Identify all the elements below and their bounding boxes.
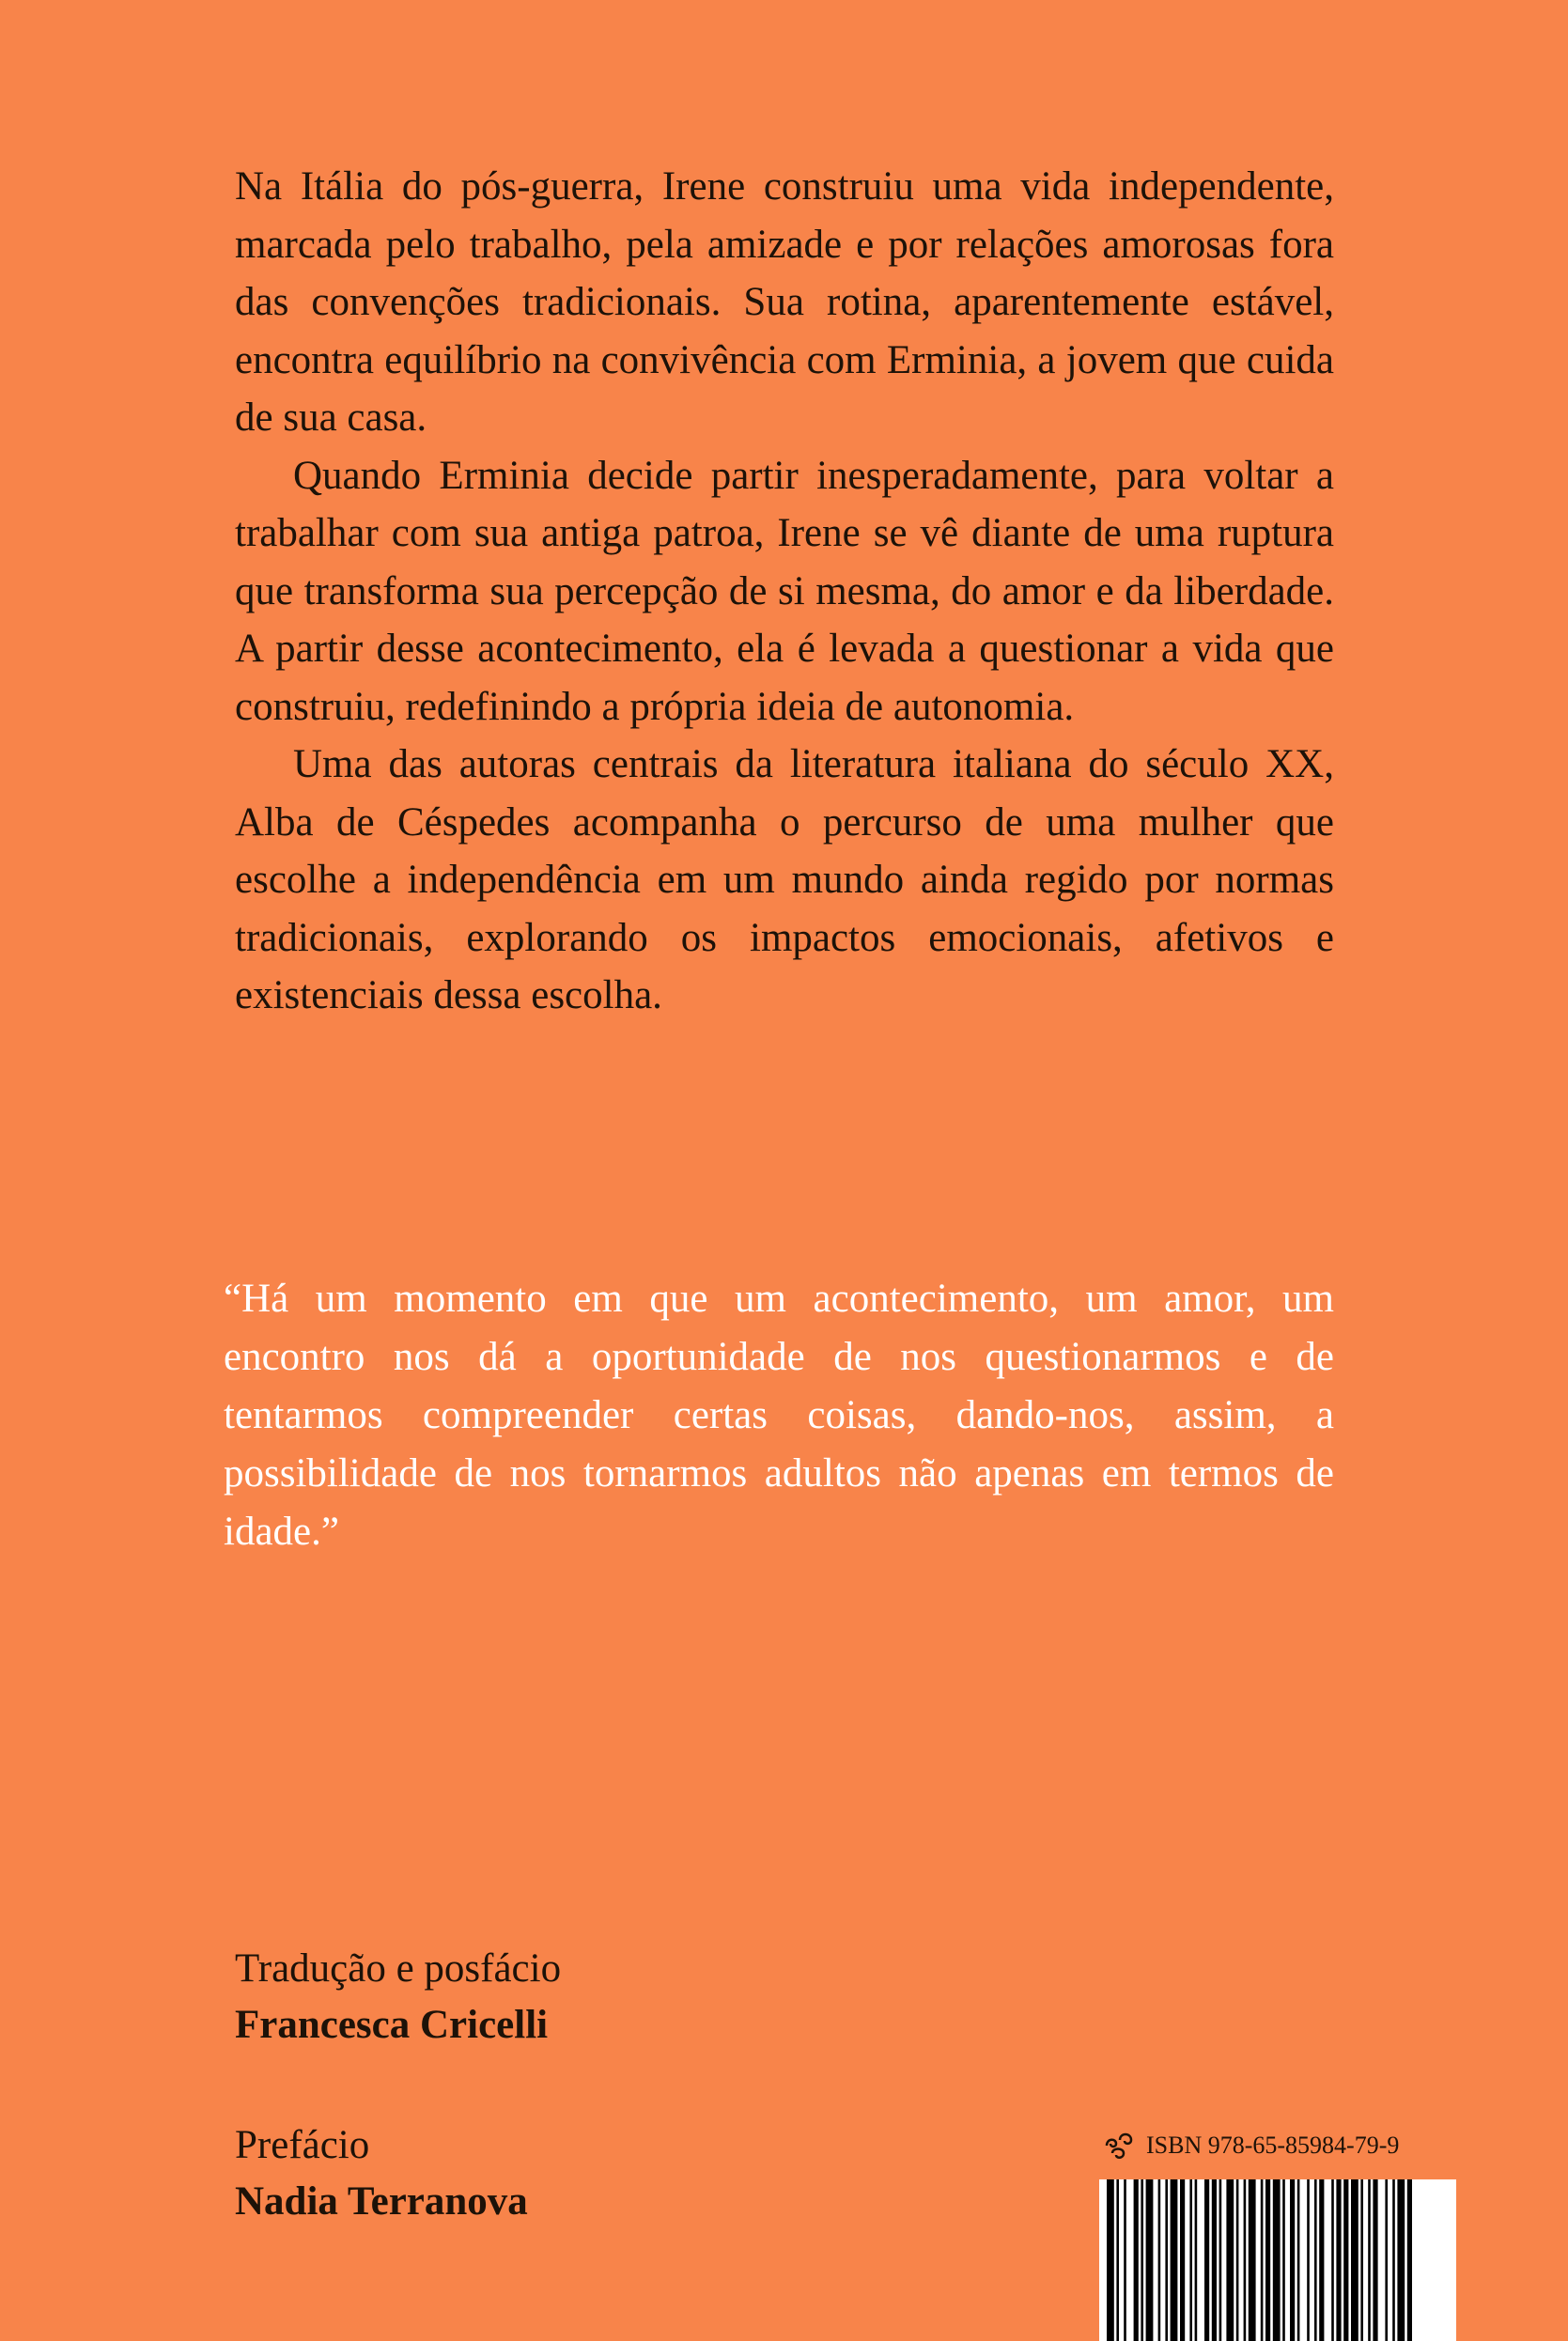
barcode-bar [1368, 2179, 1371, 2341]
isbn-barcode [1099, 2179, 1456, 2341]
barcode-bar [1236, 2179, 1239, 2341]
translation-role: Tradução e posfácio [235, 1946, 562, 1991]
blurb-paragraph-1: Na Itália do pós-guerra, Irene construiu uma vida independente, marcada pelo trabalho, pela amizade e por relações amorosas fora das convenções tradicionais. Sua rotina, aparentemente estável, encontra equilíbrio na convivência com Erminia, a jovem que cuida de sua casa. [235, 164, 1334, 440]
barcode-bar [1373, 2179, 1377, 2341]
barcode-bar [1385, 2179, 1388, 2341]
barcode-bar [1392, 2179, 1395, 2341]
barcode-bar [1141, 2179, 1143, 2341]
blurb-paragraph-2: Quando Erminia decide partir inesperadamente, para voltar a trabalhar com sua antiga patroa, Irene se vê diante de uma ruptura que transforma sua percepção de si mesma, do amor e da liberdade. A partir desse acontecimento, ela é levada a questionar a vida que construiu, redefinindo a própria ideia de autonomia. [235, 453, 1334, 729]
barcode-bar [1265, 2179, 1270, 2341]
blurb-paragraph-3: Uma das autoras centrais da literatura italiana do século XX, Alba de Céspedes acompanha o percurso de uma mulher que escolhe a independência em um mundo ainda regido por normas tradicionais, explorando os impactos emocionais, afetivos e existenciais dessa escolha. [235, 742, 1334, 1017]
barcode-bar [1307, 2179, 1310, 2341]
barcode-bar [1212, 2179, 1217, 2341]
barcode-bar [1244, 2179, 1247, 2341]
barcode-bar [1282, 2179, 1285, 2341]
preface-role: Prefácio [235, 2123, 370, 2167]
spiral-logo-icon [1099, 2127, 1137, 2164]
barcode-bar [1134, 2179, 1139, 2341]
barcode-bar [1331, 2179, 1334, 2341]
barcode-bar [1397, 2179, 1405, 2341]
barcode-bar [1146, 2179, 1154, 2341]
barcode-bar [1204, 2179, 1209, 2341]
barcode-bar [1180, 2179, 1185, 2341]
preface-author-name: Nadia Terranova [235, 2179, 528, 2224]
isbn-number: ISBN 978-65-85984-79-9 [1146, 2132, 1400, 2159]
translation-credit [235, 1941, 561, 2054]
barcode-bar [1407, 2179, 1412, 2341]
barcode-bar [1360, 2179, 1363, 2341]
barcode-bar [1314, 2179, 1317, 2341]
barcode-bar [1171, 2179, 1178, 2341]
barcode-bar [1336, 2179, 1341, 2341]
barcode-bar [1116, 2179, 1119, 2341]
barcode-bar [1195, 2179, 1198, 2341]
barcode-bar [1261, 2179, 1264, 2341]
isbn-block [1099, 2125, 1456, 2341]
isbn-line [1099, 2125, 1456, 2166]
barcode-bar [1343, 2179, 1348, 2341]
barcode-bar [1226, 2179, 1234, 2341]
barcode-bar [1165, 2179, 1168, 2341]
barcode-bar [1319, 2179, 1324, 2341]
barcode-bar [1297, 2179, 1300, 2341]
back-cover-blurb [235, 158, 1334, 1025]
barcode-bar [1273, 2179, 1281, 2341]
barcode-bar [1219, 2179, 1222, 2341]
author-quote: “Há um momento em que um acontecimento, um amor, um encontro nos dá a oportunidade de nos questionarmos e de tentarmos compreender certas coisas, dando-nos, assim, a possibilidade de nos tornarmos adultos não apenas em termos de idade.” [224, 1277, 1334, 1554]
barcode-bar [1107, 2179, 1114, 2341]
translator-name: Francesca Cricelli [235, 2003, 549, 2047]
barcode-bar [1124, 2179, 1126, 2341]
barcode-bar [1351, 2179, 1358, 2341]
barcode-bar [1290, 2179, 1295, 2341]
barcode-bar [1158, 2179, 1161, 2341]
barcode-bar [1249, 2179, 1256, 2341]
preface-credit [235, 2117, 528, 2230]
barcode-bar [1189, 2179, 1192, 2341]
